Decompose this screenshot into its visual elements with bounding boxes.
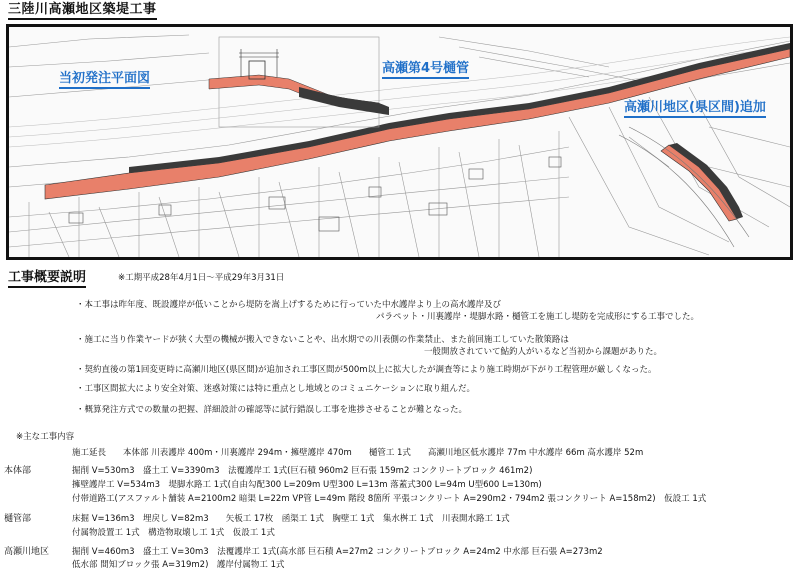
section-line: 付帯道路工(アスファルト舗装 A=2100m2 暗渠 L=22m VP管 L=49m 階段 8箇所 平張コンクリート A=290m2・794m2 張コンクリート A=158m2) 仮設工 1式 (72, 494, 707, 504)
bullet-line-cont: パラペット・川裏護岸・堤脚水路・樋管工を施工し堤防を完成形にする工事でした。 (376, 312, 700, 322)
section-line: 擁壁護岸工 V=534m3 堤脚水路工 1式(自由勾配300 L=209m U型300 L=13m 落蓋式300 L=94m U型600 L=130m) (72, 480, 542, 490)
section-name: 本体部 (4, 466, 32, 476)
overview-heading: 工事概要説明 (8, 270, 86, 288)
bullet-line: ・本工事は昨年度、既設護岸が低いことから堤防を嵩上げするために行っていた中水護岸より上の高水護岸及び (76, 300, 502, 310)
section-line: 床掘 V=136m3 埋戻し V=82m3 矢板工 17枚 函渠工 1式 胸壁工 1式 集水桝工 1式 川表開水路工 1式 (72, 514, 510, 524)
section-line: 付属物設置工 1式 構造物取壊し工 1式 仮設工 1式 (72, 528, 275, 538)
bullet-line: ・概算発注方式での数量の把握、詳細設計の確認等に試行錯誤し工事を進捗させることが難となった。 (76, 405, 468, 415)
section-line: 掘削 V=460m3 盛土工 V=30m3 法覆護岸工 1式(高水部 巨石積 A=27m2 コンクリートブロック A=24m2 中水部 巨石張 A=273m2 (72, 547, 603, 557)
label-added-section: 高瀬川地区(県区間)追加 (624, 100, 766, 118)
label-initial-plan: 当初発注平面図 (59, 71, 150, 89)
page-title: 三陸川高瀬地区築堤工事 (8, 2, 157, 20)
construction-extension: 施工延長 本体部 川表護岸 400m・川裏護岸 294m・擁壁護岸 470m 樋管工 1式 高瀬川地区低水護岸 77m 中水護岸 66m 高水護岸 52m (72, 448, 644, 458)
section-name: 樋管部 (4, 514, 32, 524)
label-gate: 高瀬第4号樋管 (382, 61, 469, 79)
overview-bullet (76, 299, 699, 323)
section-name: 高瀬川地区 (4, 547, 50, 557)
bullet-line-cont: 一般開放されていて鮎釣人がいるなど当初から課題がありた。 (424, 347, 663, 357)
main-works-heading: ※主な工事内容 (16, 432, 75, 442)
section-line: 低水部 間知ブロック張 A=319m2) 護岸付属物工 1式 (72, 560, 285, 570)
construction-period: ※工期平成28年4月1日～平成29年3月31日 (118, 273, 285, 283)
bullet-line: ・施工に当り作業ヤードが狭く大型の機械が搬入できないことや、出水期での川表側の作業禁止、また前回施工していた散策路は (76, 335, 569, 345)
overview-bullet (76, 404, 467, 416)
site-plan-map (6, 24, 793, 260)
added-section (619, 127, 749, 247)
section-line: 掘削 V=530m3 盛土工 V=3390m3 法覆護岸工 1式(巨石積 960m2 巨石張 159m2 コンクリートブロック 461m2) (72, 466, 533, 476)
gate-structure (209, 37, 389, 127)
overview-bullet (76, 383, 475, 395)
overview-bullet (76, 334, 662, 358)
overview-bullet (76, 364, 657, 376)
bullet-line: ・契約直後の第1回変更時に高瀬川地区(県区間)が追加され工事区間が500m以上に拡大したが調査等により施工時期が下がり工程管理が厳しくなった。 (76, 365, 657, 375)
bullet-line: ・工事区間拡大により安全対策、迷惑対策には特に重点とし地域とのコミュニケーションに取り組んだ。 (76, 384, 475, 394)
